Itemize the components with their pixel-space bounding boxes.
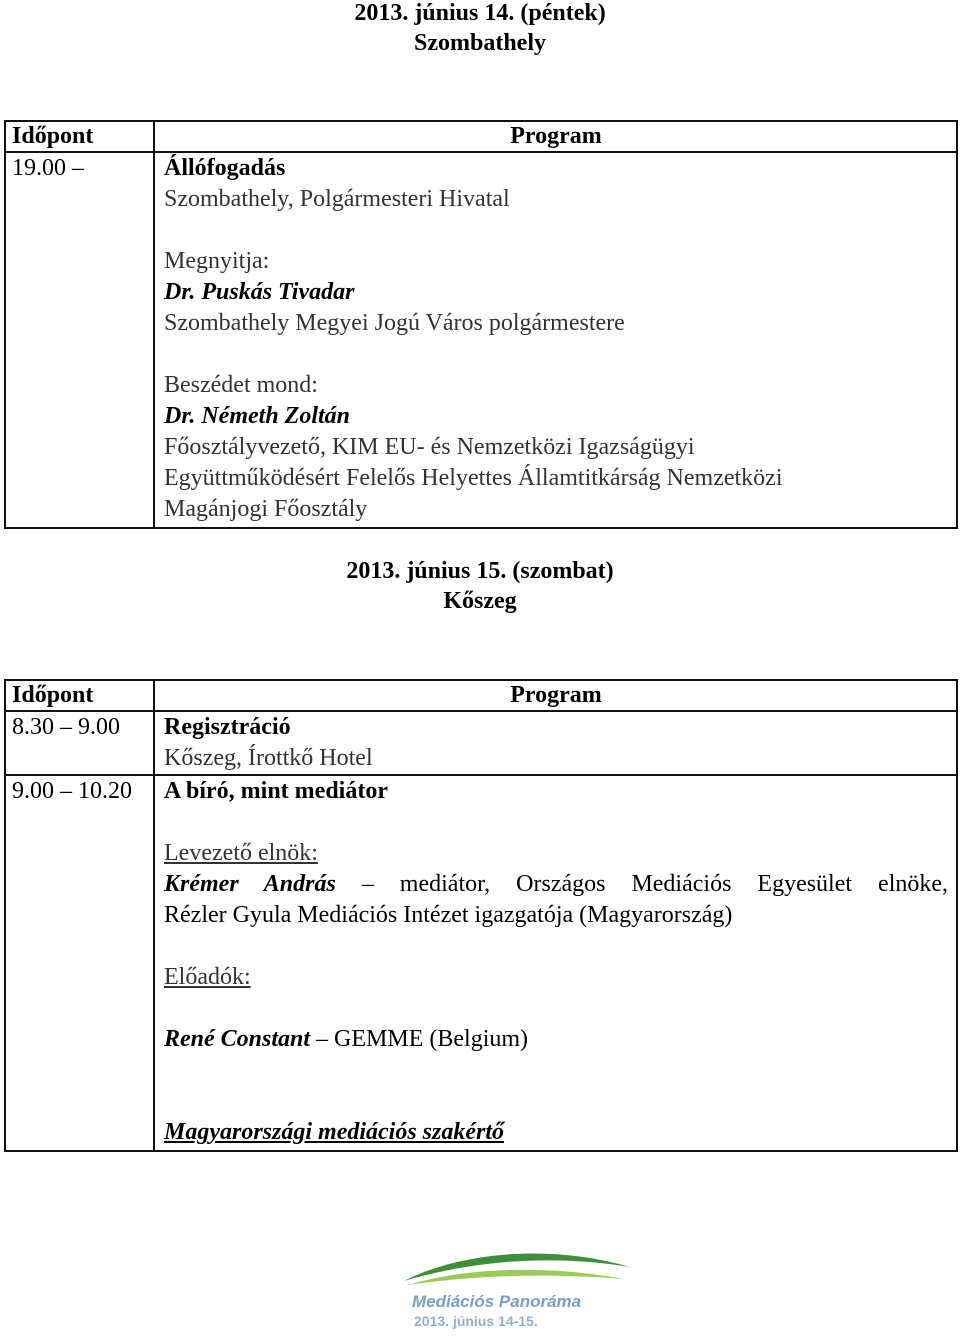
chair-line-2: Rézler Gyula Mediációs Intézet igazgatója (Magyarország) bbox=[164, 902, 733, 928]
chair-name: Krémer András bbox=[164, 871, 336, 897]
spacer bbox=[164, 215, 948, 246]
program-cell bbox=[154, 711, 957, 775]
logo-name: Mediációs Panoráma bbox=[412, 1292, 582, 1311]
chair-line-1 bbox=[164, 869, 948, 900]
day1-header bbox=[0, 0, 960, 58]
time-cell: 9.00 – 10.20 bbox=[5, 775, 154, 1151]
opener-name: Dr. Puskás Tivadar bbox=[164, 279, 355, 305]
opener-label: Megnyitja: bbox=[164, 248, 270, 274]
day2-schedule-table bbox=[4, 679, 958, 1152]
speaker-name: Dr. Németh Zoltán bbox=[164, 403, 351, 429]
speech-label: Beszédet mond: bbox=[164, 372, 318, 398]
program-cell bbox=[154, 775, 957, 1151]
chair-label: Levezető elnök: bbox=[164, 840, 318, 866]
table-header-row bbox=[5, 121, 957, 152]
opener-role: Szombathely Megyei Jogú Város polgármestere bbox=[164, 310, 625, 336]
speaker-line bbox=[164, 1024, 948, 1055]
spacer bbox=[164, 1055, 948, 1086]
speaker-desc: – GEMME (Belgium) bbox=[316, 1026, 529, 1052]
program-cell bbox=[154, 152, 957, 528]
event-title: Állófogadás bbox=[164, 155, 286, 181]
table-row bbox=[5, 775, 957, 1151]
spacer bbox=[164, 993, 948, 1024]
speaker-name: René Constant bbox=[164, 1026, 311, 1052]
col-header-time: Időpont bbox=[5, 121, 154, 152]
mediacios-panorama-logo bbox=[398, 1245, 638, 1335]
day1-schedule-table bbox=[4, 120, 958, 529]
expert-label: Magyarországi mediációs szakértő bbox=[164, 1119, 505, 1145]
logo-swoosh-icon bbox=[398, 1245, 638, 1335]
chair-desc: – mediátor, Országos Mediációs Egyesület elnöke, bbox=[361, 871, 949, 897]
table-row bbox=[5, 152, 957, 528]
day2-header bbox=[0, 556, 960, 616]
col-header-time: Időpont bbox=[5, 680, 154, 711]
event-title: Regisztráció bbox=[164, 714, 291, 740]
col-header-program: Program bbox=[154, 680, 957, 711]
speaker-role-line-1: Főosztályvezető, KIM EU- és Nemzetközi Igazságügyi bbox=[164, 434, 695, 460]
spacer bbox=[164, 339, 948, 370]
table-header-row bbox=[5, 680, 957, 711]
event-location: Szombathely, Polgármesteri Hivatal bbox=[164, 186, 510, 212]
speaker-role-line-3: Magánjogi Főosztály bbox=[164, 496, 368, 522]
event-location: Kőszeg, Írottkő Hotel bbox=[164, 745, 373, 771]
event-title: A bíró, mint mediátor bbox=[164, 778, 388, 804]
speaker-role-line-2: Együttműködésért Felelős Helyettes Államtitkárság Nemzetközi bbox=[164, 465, 783, 491]
day2-date: 2013. június 15. (szombat) bbox=[346, 558, 614, 584]
speakers-label: Előadók: bbox=[164, 964, 251, 990]
col-header-program: Program bbox=[154, 121, 957, 152]
time-cell: 8.30 – 9.00 bbox=[5, 711, 154, 775]
day1-city: Szombathely bbox=[414, 30, 546, 56]
spacer bbox=[164, 807, 948, 838]
day2-city: Kőszeg bbox=[443, 588, 517, 614]
time-cell: 19.00 – bbox=[5, 152, 154, 528]
spacer bbox=[164, 931, 948, 962]
logo-date: 2013. június 14-15. bbox=[414, 1313, 538, 1329]
day1-date: 2013. június 14. (péntek) bbox=[354, 0, 606, 26]
spacer bbox=[164, 1086, 948, 1117]
table-row bbox=[5, 711, 957, 775]
